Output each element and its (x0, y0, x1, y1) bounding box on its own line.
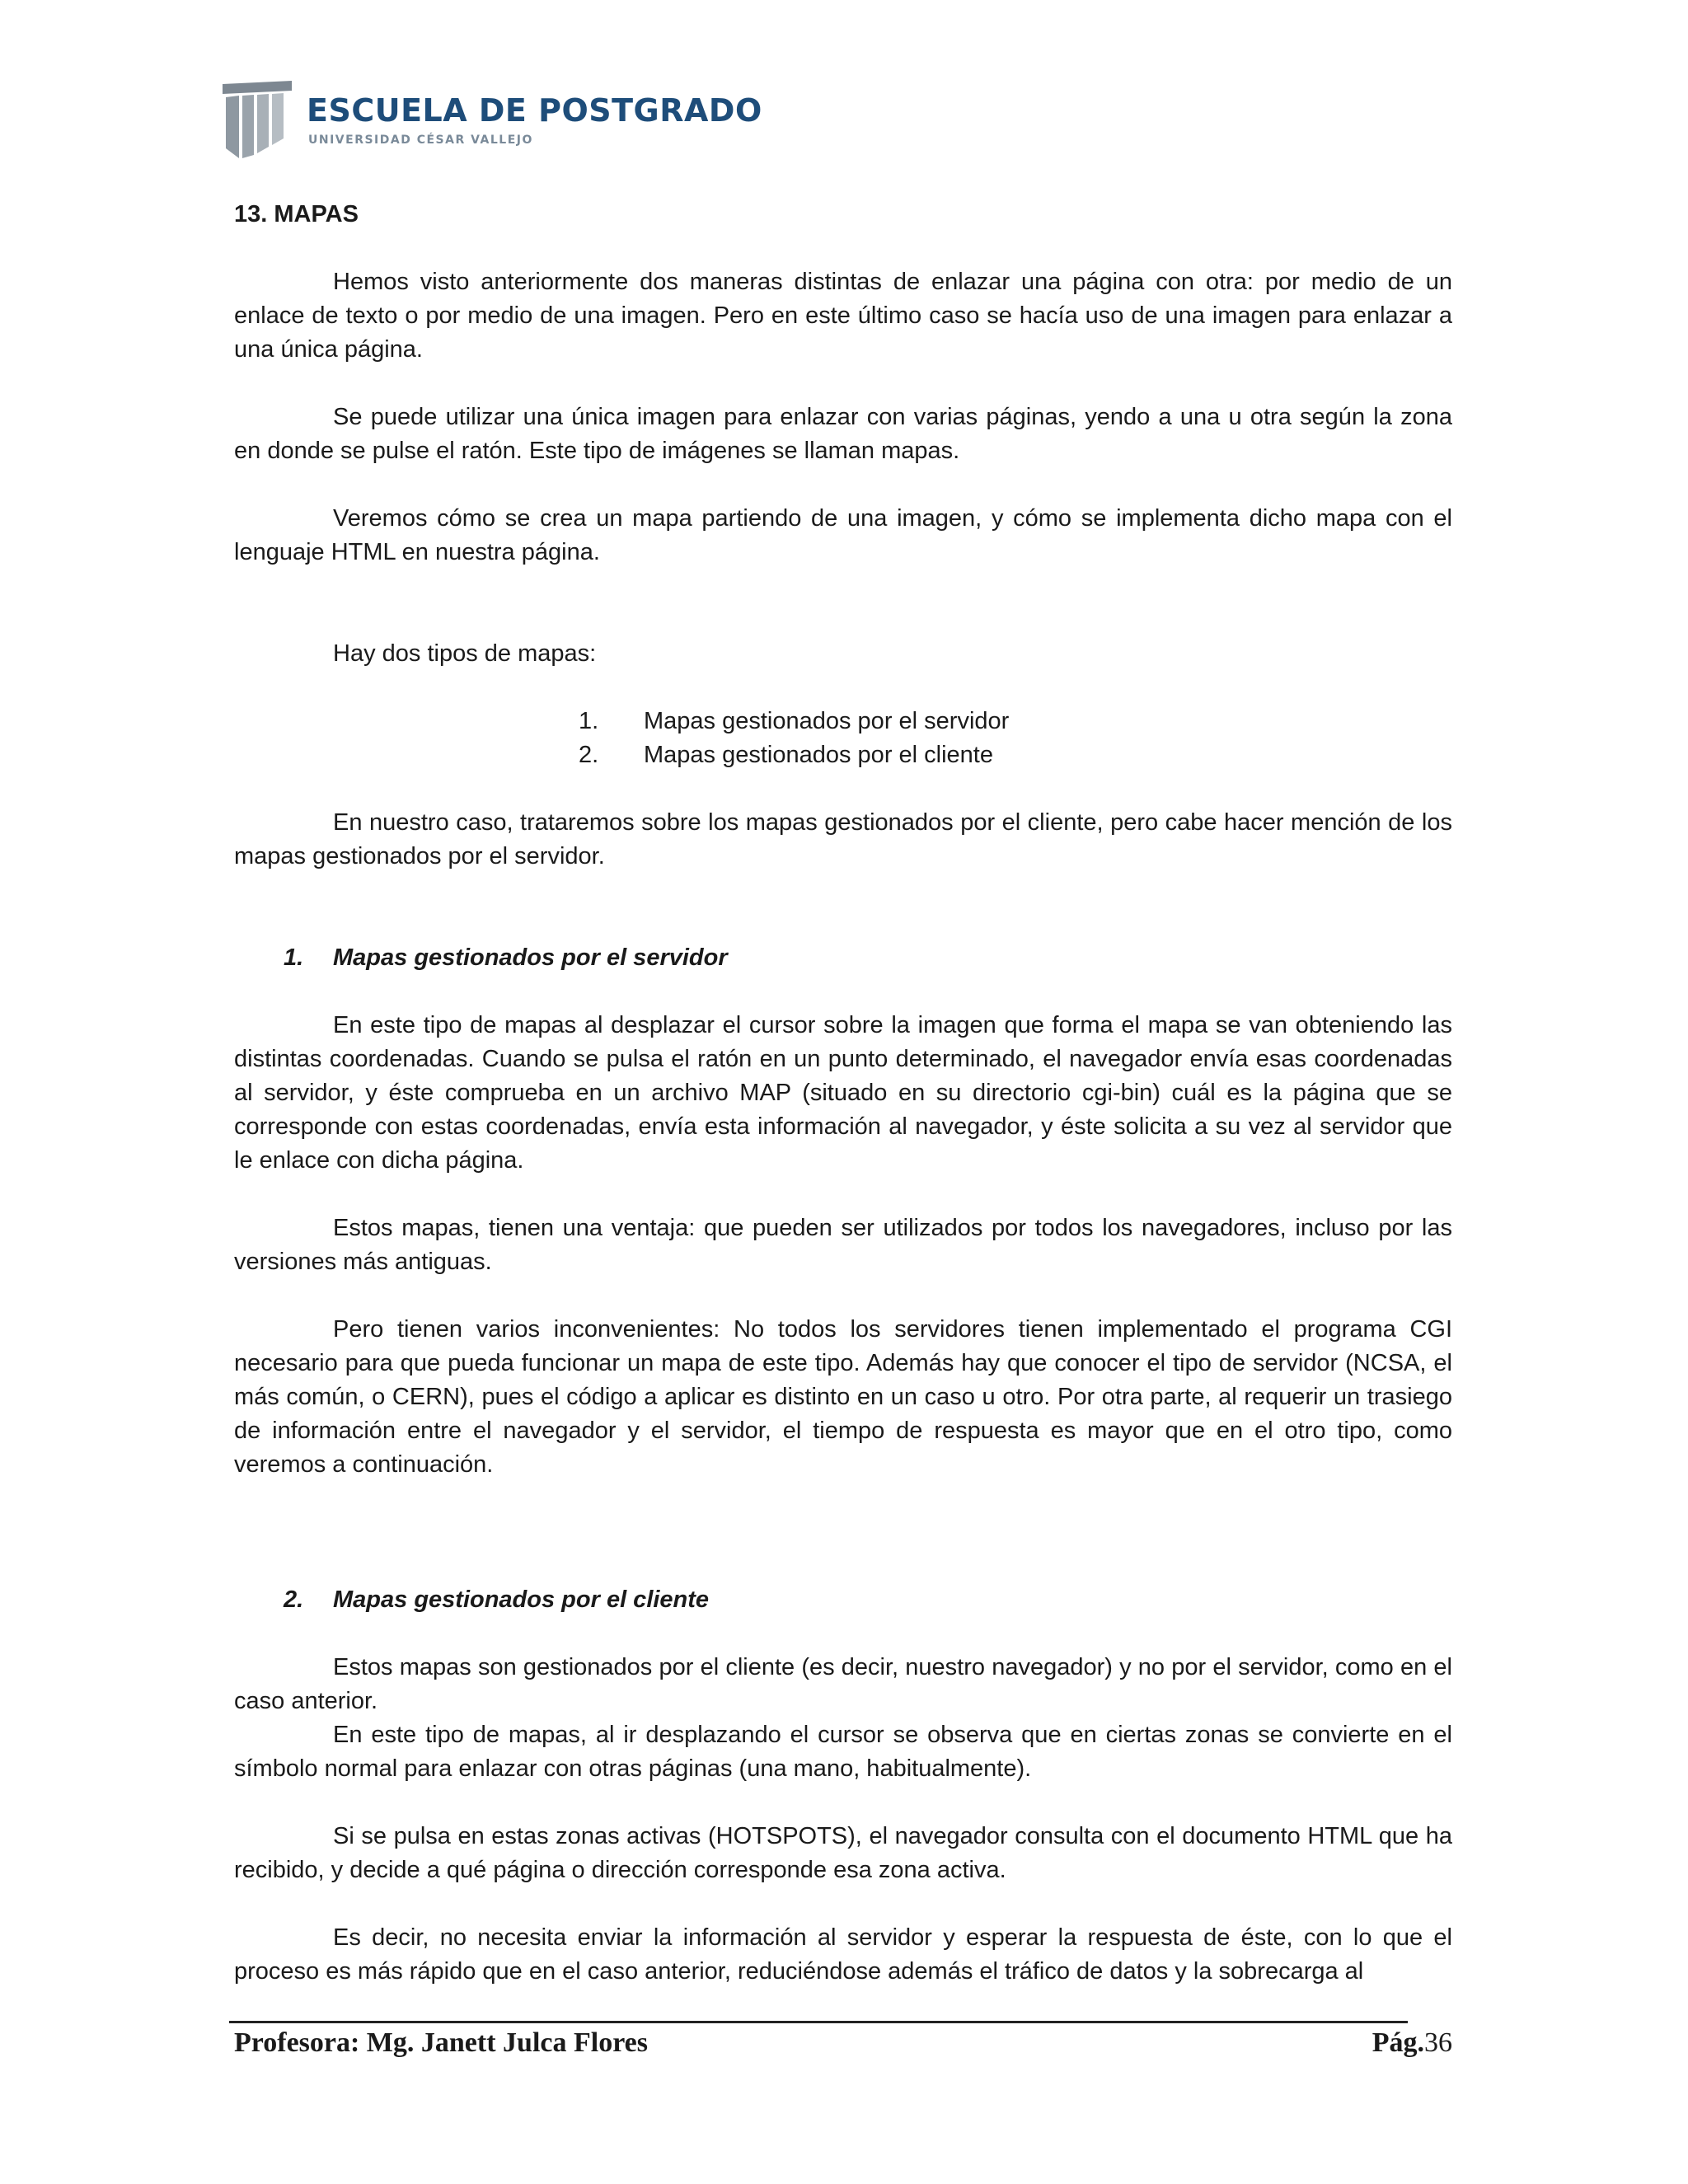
client-heading-text: Mapas gestionados por el cliente (333, 1586, 710, 1613)
list-item-text: Mapas gestionados por el cliente (644, 742, 993, 768)
client-heading-number: 2. (284, 1586, 304, 1613)
types-intro: Hay dos tipos de mapas: (333, 640, 597, 667)
footer-author: Profesora: Mg. Janett Julca Flores (234, 2027, 648, 2058)
page-label: Pág. (1372, 2027, 1424, 2058)
logo-emblem-icon (221, 79, 293, 162)
client-paragraph-4: Es decir, no necesita enviar la información al servidor y esperar la respuesta de éste, con lo que el proceso es más rápido que en el caso anterior, reduciéndose además el tráfico de datos y la sobrecarga al (234, 1924, 1452, 1985)
server-heading-text: Mapas gestionados por el servidor (333, 944, 728, 971)
client-paragraph-2: En este tipo de mapas, al ir desplazando el cursor se observa que en ciertas zonas se convierte en el símbolo normal para enlazar con otras páginas (una mano, habitualmente). (234, 1722, 1452, 1782)
client-paragraph-1: Estos mapas son gestionados por el cliente (es decir, nuestro navegador) y no por el servidor, como en el caso anterior. (234, 1654, 1452, 1714)
server-maps-heading (234, 941, 1452, 975)
logo-subtitle: UNIVERSIDAD CÉSAR VALLEJO (308, 134, 533, 147)
intro-paragraph-1: Hemos visto anteriormente dos maneras distintas de enlazar una página con otra: por medio de un enlace de texto o por medio de una imagen. Pero en este último caso se hacía uso de una imagen para enlazar a una única página. (234, 269, 1452, 363)
list-item (234, 705, 1452, 738)
list-item-number: 2. (579, 742, 599, 768)
intro-paragraph-2: Se puede utilizar una única imagen para enlazar con varias páginas, yendo a una u otra según la zona en donde se pulse el ratón. Este tipo de imágenes se llaman mapas. (234, 404, 1452, 464)
client-paragraph-3: Si se pulsa en estas zonas activas (HOTSPOTS), el navegador consulta con el documento HTML que ha recibido, y decide a qué página o dirección corresponde esa zona activa. (234, 1823, 1452, 1883)
document-body (234, 198, 1452, 1989)
client-maps-heading (234, 1583, 1452, 1617)
list-item (234, 738, 1452, 772)
intro-paragraph-3: Veremos cómo se crea un mapa partiendo de una imagen, y cómo se implementa dicho mapa con el lenguaje HTML en nuestra página. (234, 505, 1452, 565)
section-title: 13. MAPAS (234, 201, 359, 227)
list-item-text: Mapas gestionados por el servidor (644, 708, 1010, 734)
footer-page (1372, 2024, 1452, 2062)
server-paragraph-3: Pero tienen varios inconvenientes: No todos los servidores tienen implementado el programa CGI necesario para que pueda funcionar un mapa de este tipo. Además hay que conocer el tipo de servidor (NCSA, el más común, o CERN), pues el código a aplicar es distinto en un caso u otro. Por otra parte, al requerir un trasiego de información entre el navegador y el servidor, el tiempo de respuesta es mayor que en el otro tipo, como veremos a continuación. (234, 1316, 1452, 1478)
map-types-list (234, 705, 1452, 772)
list-item-number: 1. (579, 708, 599, 734)
server-paragraph-2: Estos mapas, tienen una ventaja: que pueden ser utilizados por todos los navegadores, incluso por las versiones más antiguas. (234, 1215, 1452, 1275)
server-heading-number: 1. (284, 944, 304, 971)
page-footer (234, 2021, 1452, 2059)
university-logo (221, 79, 762, 170)
server-paragraph-1: En este tipo de mapas al desplazar el cursor sobre la imagen que forma el mapa se van obteniendo las distintas coordenadas. Cuando se pulsa el ratón en un punto determinado, el navegador envía esas coordenadas al servidor, y éste comprueba en un archivo MAP (situado en su directorio cgi-bin) cuál es la página que se corresponde con estas coordenadas, envía esta información al navegador, y éste solicita a su vez al servidor que le enlace con dicha página. (234, 1012, 1452, 1174)
page-number: 36 (1424, 2027, 1452, 2058)
logo-title: ESCUELA DE POSTGRADO (307, 92, 762, 129)
types-note: En nuestro caso, trataremos sobre los mapas gestionados por el cliente, pero cabe hacer mención de los mapas gestionados por el servidor. (234, 809, 1452, 869)
